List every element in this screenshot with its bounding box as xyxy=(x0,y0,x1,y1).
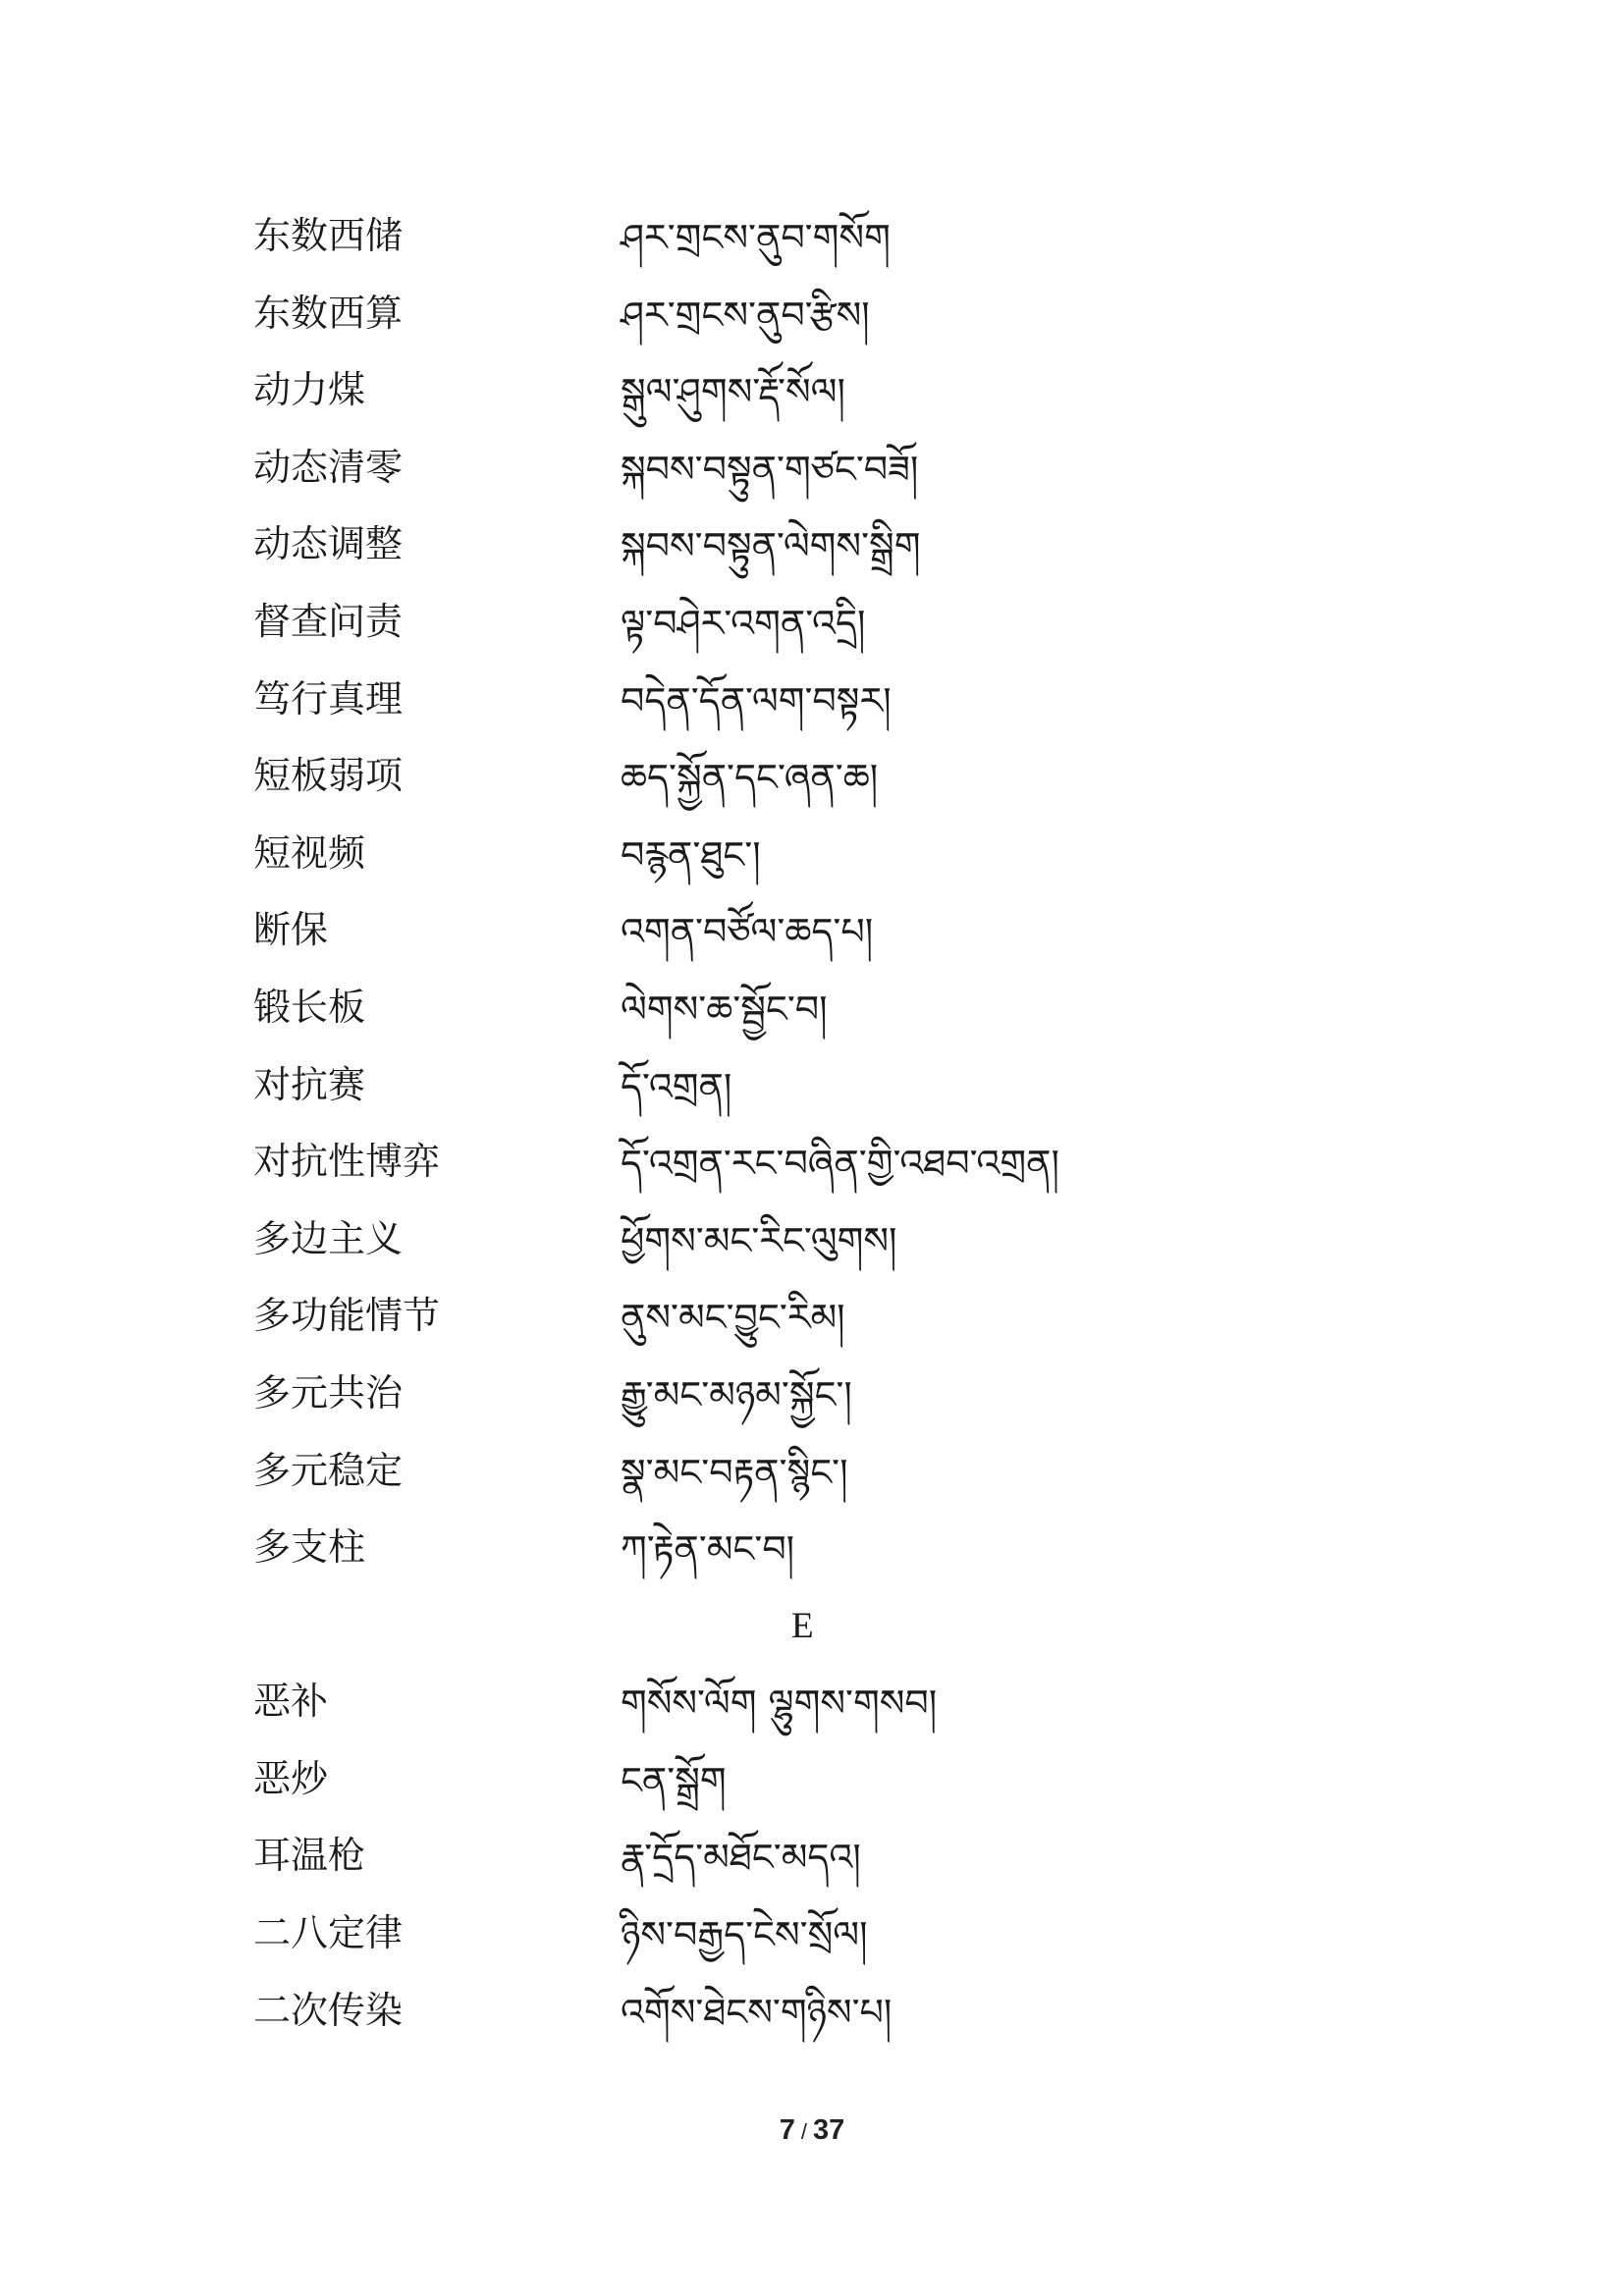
glossary-entry xyxy=(253,1674,1382,1751)
chinese-term: 恶补 xyxy=(253,1680,329,1724)
glossary-entry xyxy=(253,1134,1382,1211)
glossary-entry xyxy=(253,748,1382,826)
tibetan-term: ལྟ་བཤེར་འགན་འདྲི། xyxy=(621,601,866,645)
tibetan-term: སྣ་མང་བརྟན་སྙིང་། xyxy=(621,1450,848,1494)
section-heading xyxy=(253,1597,1382,1675)
tibetan-term: བདེན་དོན་ལག་བསྟར། xyxy=(621,678,892,722)
tibetan-term: ཤར་གྲངས་ནུབ་རྩིས། xyxy=(621,293,870,337)
glossary-entry xyxy=(253,286,1382,363)
chinese-term: 多元稳定 xyxy=(253,1448,404,1492)
tibetan-term: སྐབས་བསྟུན་ལེགས་སྒྲིག xyxy=(621,524,921,568)
chinese-term: 二八定律 xyxy=(253,1911,404,1955)
glossary-entry xyxy=(253,1057,1382,1135)
chinese-term: 耳温枪 xyxy=(253,1834,366,1878)
chinese-term: 断保 xyxy=(253,908,329,952)
section-letter: E xyxy=(791,1605,814,1646)
tibetan-term: དོ་འགྲན། xyxy=(621,1064,732,1108)
page-separator: / xyxy=(800,2119,807,2144)
tibetan-term: ཆད་སྐྱོན་དང་ཞན་ཆ། xyxy=(621,756,879,800)
chinese-term: 督查问责 xyxy=(253,599,404,643)
chinese-term: 动态清零 xyxy=(253,445,404,489)
glossary-entry xyxy=(253,902,1382,980)
glossary-entry xyxy=(253,1983,1382,2060)
glossary-entry xyxy=(253,1828,1382,1905)
tibetan-term: ཤར་གྲངས་ནུབ་གསོག xyxy=(621,216,891,259)
tibetan-term: ཀ་རྟེན་མང་བ། xyxy=(621,1527,795,1572)
glossary-entry xyxy=(253,980,1382,1057)
tibetan-term: འགན་བཙོལ་ཆད་པ། xyxy=(621,910,874,954)
current-page: 7 xyxy=(779,2114,795,2146)
tibetan-term: བརྙན་ཐུང་། xyxy=(621,832,761,877)
tibetan-term: ནུས་མང་བྱུང་རིམ། xyxy=(621,1296,845,1340)
chinese-term: 笃行真理 xyxy=(253,676,404,721)
glossary-entry xyxy=(253,440,1382,517)
chinese-term: 东数西储 xyxy=(253,214,404,257)
glossary-entry xyxy=(253,362,1382,440)
glossary-list xyxy=(253,208,1382,2059)
tibetan-term: ཕྱོགས་མང་རིང་ལུགས། xyxy=(621,1218,897,1262)
chinese-term: 二次传染 xyxy=(253,1988,404,2032)
tibetan-term: དོ་འགྲན་རང་བཞིན་གྱི་འཐབ་འགྲན། xyxy=(621,1142,1059,1186)
tibetan-term: སྐབས་བསྟུན་གཙང་བཟོ། xyxy=(621,447,919,491)
chinese-term: 多支柱 xyxy=(253,1525,366,1570)
chinese-term: 动力煤 xyxy=(253,368,366,412)
glossary-entry xyxy=(253,208,1382,286)
tibetan-term: རྣ་དྲོད་མཐོང་མདའ། xyxy=(621,1836,861,1880)
chinese-term: 对抗性博弈 xyxy=(253,1140,441,1184)
chinese-term: 对抗赛 xyxy=(253,1062,366,1106)
glossary-entry xyxy=(253,671,1382,749)
total-pages: 37 xyxy=(813,2114,845,2146)
chinese-term: 恶炒 xyxy=(253,1756,329,1800)
chinese-term: 动态调整 xyxy=(253,522,404,566)
tibetan-term: ཉིས་བརྒྱད་ངེས་སྲོལ། xyxy=(621,1913,868,1957)
chinese-term: 锻长板 xyxy=(253,985,366,1029)
glossary-entry xyxy=(253,1443,1382,1521)
glossary-entry xyxy=(253,1365,1382,1443)
glossary-entry xyxy=(253,1905,1382,1983)
tibetan-term: སྒུལ་ཤུགས་རྡོ་སོལ། xyxy=(621,370,845,414)
glossary-entry xyxy=(253,1520,1382,1597)
glossary-entry xyxy=(253,594,1382,671)
glossary-entry xyxy=(253,1211,1382,1289)
tibetan-term: ལེགས་ཆ་སྦྱོང་བ། xyxy=(621,987,828,1031)
glossary-entry xyxy=(253,516,1382,594)
chinese-term: 东数西算 xyxy=(253,291,404,335)
glossary-entry xyxy=(253,826,1382,903)
chinese-term: 多边主义 xyxy=(253,1216,404,1260)
chinese-term: 短视频 xyxy=(253,830,366,875)
chinese-term: 多功能情节 xyxy=(253,1294,441,1338)
tibetan-term: འགོས་ཐེངས་གཉིས་པ། xyxy=(621,1990,893,2034)
tibetan-term: ངན་སྒྲོག xyxy=(621,1758,727,1802)
tibetan-term: རྒྱུ་མང་མཉམ་སྐྱོང་། xyxy=(621,1372,852,1416)
tibetan-term: གསོས་ལོག ལྷུགས་གསབ། xyxy=(621,1682,938,1726)
chinese-term: 短板弱项 xyxy=(253,754,404,798)
glossary-entry xyxy=(253,1288,1382,1365)
page-number xyxy=(0,2110,1624,2152)
glossary-entry xyxy=(253,1751,1382,1829)
chinese-term: 多元共治 xyxy=(253,1370,404,1415)
